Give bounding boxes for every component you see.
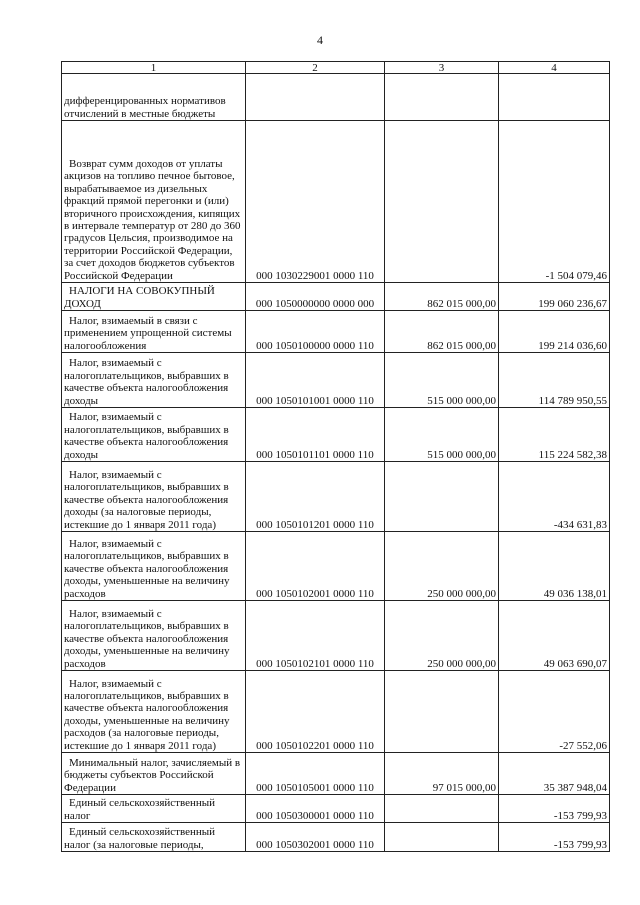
- row-name: Налог, взимаемый с налогоплательщиков, выбравших в качестве объекта налогообложения доходы: [62, 408, 246, 462]
- row-plan: 862 015 000,00: [385, 311, 499, 353]
- row-name: НАЛОГИ НА СОВОКУПНЫЙ ДОХОД: [62, 283, 246, 311]
- row-plan: 250 000 000,00: [385, 601, 499, 671]
- table-row: [62, 408, 610, 462]
- row-fact: 199 214 036,60: [499, 311, 610, 353]
- row-fact: -434 631,83: [499, 462, 610, 532]
- table-header-row: [62, 62, 610, 74]
- row-fact: 35 387 948,04: [499, 753, 610, 795]
- row-fact: -153 799,93: [499, 823, 610, 852]
- table-row: [62, 462, 610, 532]
- row-fact: 114 789 950,55: [499, 353, 610, 408]
- table-row: [62, 283, 610, 311]
- row-code: 000 1050101101 0000 110: [246, 408, 385, 462]
- row-name: Единый сельскохозяйственный налог (за налоговые периоды,: [62, 823, 246, 852]
- table-row: [62, 823, 610, 852]
- row-plan: 862 015 000,00: [385, 283, 499, 311]
- row-plan: [385, 795, 499, 823]
- row-code: 000 1050101001 0000 110: [246, 353, 385, 408]
- row-plan: [385, 74, 499, 121]
- row-code: [246, 74, 385, 121]
- table-row: [62, 353, 610, 408]
- column-header: 1: [62, 62, 246, 74]
- row-code: 000 1050105001 0000 110: [246, 753, 385, 795]
- budget-table: [61, 61, 610, 852]
- row-plan: 515 000 000,00: [385, 408, 499, 462]
- row-name: Налог, взимаемый с налогоплательщиков, выбравших в качестве объекта налогообложения доходы: [62, 353, 246, 408]
- row-plan: [385, 121, 499, 283]
- row-name: Единый сельскохозяйственный налог: [62, 795, 246, 823]
- table-row: [62, 753, 610, 795]
- row-fact: [499, 74, 610, 121]
- row-fact: 199 060 236,67: [499, 283, 610, 311]
- row-fact: -27 552,06: [499, 671, 610, 753]
- column-header: 4: [499, 62, 610, 74]
- row-code: 000 1050102101 0000 110: [246, 601, 385, 671]
- row-code: 000 1030229001 0000 110: [246, 121, 385, 283]
- table-row: [62, 671, 610, 753]
- row-name: дифференцированных нормативов отчислений в местные бюджеты: [62, 74, 246, 121]
- row-plan: 515 000 000,00: [385, 353, 499, 408]
- row-name: Возврат сумм доходов от уплаты акцизов на топливо печное бытовое, вырабатываемое из дизельных фракций прямой перегонки и (или) вторичного происхождения, кипящих в интервале температур от 280 до 360 градусов Цельсия, производимое на территории Российской Федерации, за счет доходов бюджетов субъектов Российской Федерации: [62, 121, 246, 283]
- row-name: Минимальный налог, зачисляемый в бюджеты субъектов Российской Федерации: [62, 753, 246, 795]
- row-code: 000 1050000000 0000 000: [246, 283, 385, 311]
- row-fact: -1 504 079,46: [499, 121, 610, 283]
- page-number: 4: [317, 33, 323, 47]
- row-plan: 97 015 000,00: [385, 753, 499, 795]
- table-row: [62, 121, 610, 283]
- column-header: 3: [385, 62, 499, 74]
- row-fact: 49 036 138,01: [499, 532, 610, 601]
- table-row: [62, 532, 610, 601]
- table-row: [62, 795, 610, 823]
- table-row: [62, 311, 610, 353]
- row-name: Налог, взимаемый с налогоплательщиков, выбравших в качестве объекта налогообложения доходы, уменьшенные на величину расходов: [62, 532, 246, 601]
- row-fact: 49 063 690,07: [499, 601, 610, 671]
- row-name: Налог, взимаемый с налогоплательщиков, выбравших в качестве объекта налогообложения доходы, уменьшенные на величину расходов (за налоговые периоды, истекшие до 1 января 2011 года): [62, 671, 246, 753]
- row-code: 000 1050102201 0000 110: [246, 671, 385, 753]
- row-fact: -153 799,93: [499, 795, 610, 823]
- row-plan: [385, 671, 499, 753]
- row-plan: [385, 462, 499, 532]
- table-row: [62, 601, 610, 671]
- row-fact: 115 224 582,38: [499, 408, 610, 462]
- row-name: Налог, взимаемый в связи с применением упрощенной системы налогообложения: [62, 311, 246, 353]
- column-header: 2: [246, 62, 385, 74]
- table-row: [62, 74, 610, 121]
- row-name: Налог, взимаемый с налогоплательщиков, выбравших в качестве объекта налогообложения доходы, уменьшенные на величину расходов: [62, 601, 246, 671]
- row-plan: 250 000 000,00: [385, 532, 499, 601]
- row-code: 000 1050302001 0000 110: [246, 823, 385, 852]
- row-code: 000 1050101201 0000 110: [246, 462, 385, 532]
- row-code: 000 1050300001 0000 110: [246, 795, 385, 823]
- row-name: Налог, взимаемый с налогоплательщиков, выбравших в качестве объекта налогообложения доходы (за налоговые периоды, истекшие до 1 января 2011 года): [62, 462, 246, 532]
- row-code: 000 1050102001 0000 110: [246, 532, 385, 601]
- row-plan: [385, 823, 499, 852]
- row-code: 000 1050100000 0000 110: [246, 311, 385, 353]
